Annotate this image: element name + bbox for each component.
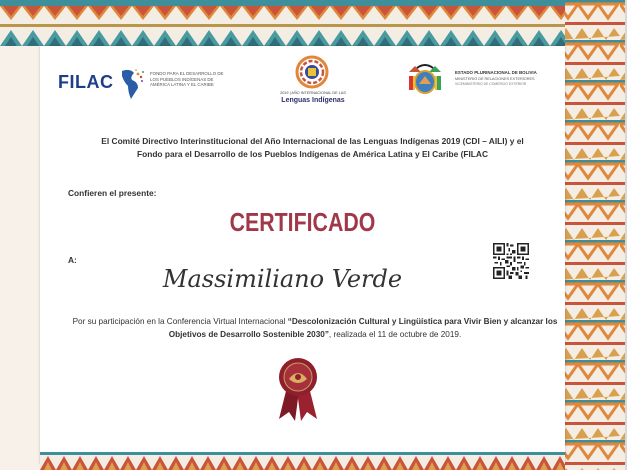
year-logo-small-text: 2019 | AÑO INTERNACIONAL DE LAS bbox=[280, 91, 346, 95]
issuers-line-2: Fondo para el Desarrollo de los Pueblos Indígenas de América Latina y El Caribe (FILAC bbox=[136, 149, 489, 159]
certificate-issuers bbox=[60, 135, 565, 161]
conference-title: “Descolonización Cultural y Lingüística para Vivir Bien y alcanzar los Objetivos de Desarrollo Sostenible 2030” bbox=[168, 317, 558, 339]
bolivia-state-name: ESTADO PLURINACIONAL DE BOLIVIA bbox=[455, 70, 537, 75]
certificate-title: CERTIFICADO bbox=[229, 207, 376, 237]
issuers-line-1: El Comité Directivo Interinstitucional del Año Internacional de las Lenguas Indígenas 2019 (CDI – AILI) y el bbox=[101, 136, 524, 146]
year-logo-title: Lenguas Indígenas bbox=[281, 97, 345, 104]
bottom-pattern-band bbox=[40, 452, 565, 470]
scrollbar-area bbox=[565, 0, 627, 470]
filac-tagline: FONDO PARA EL DESARROLLO DE LOS PUEBLOS INDÍGENAS DE AMÉRICA LATINA Y EL CARIBE bbox=[150, 71, 224, 88]
indigenous-languages-year-logo bbox=[274, 55, 352, 107]
body-text-start: Por su participación en la Conferencia Virtual Internacional bbox=[72, 317, 288, 326]
body-text-end: , realizada el 11 de octubre de 2019. bbox=[328, 329, 462, 339]
bolivia-ministry-name: MINISTERIO DE RELACIONES EXTERIORES bbox=[455, 77, 535, 81]
bolivia-viceministry-name: VICEMINISTERIO DE COMERCIO EXTERIOR bbox=[455, 82, 527, 86]
bolivia-coat-of-arms-icon bbox=[405, 62, 445, 98]
confieren-label: Confieren el presente: bbox=[68, 188, 157, 198]
recipient-label: A: bbox=[68, 255, 77, 265]
languages-year-emblem-icon bbox=[294, 55, 330, 89]
recipient-name: Massimiliano Verde bbox=[162, 265, 403, 293]
filac-wordmark: FILAC bbox=[58, 72, 114, 92]
filac-logo bbox=[58, 66, 228, 100]
award-seal-icon bbox=[273, 357, 323, 423]
qr-code bbox=[493, 243, 529, 279]
certificate-body bbox=[70, 316, 560, 341]
americas-map-icon bbox=[116, 68, 146, 100]
bolivia-ministry-logo bbox=[405, 62, 545, 98]
